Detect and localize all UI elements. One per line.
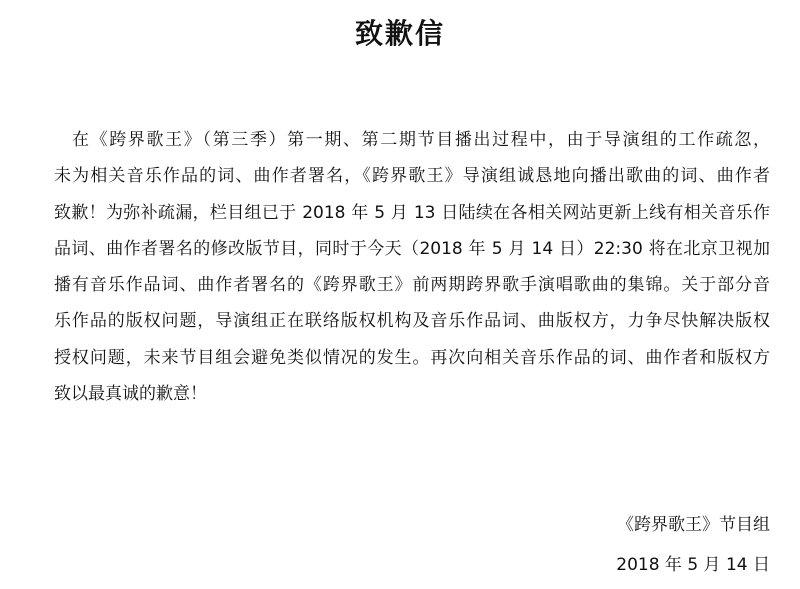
body-line-4: 品词、曲作者署名的修改版节目，同时于今天（2018 年 5 月 14 日）22:30 将在北京卫视加 [54,238,770,259]
letter-body [54,122,770,412]
letter-title: 致歉信 [354,17,445,50]
signature-date: 2018 年 5 月 14 日 [616,555,770,575]
body-line-5: 播有音乐作品词、曲作者署名的《跨界歌王》前两期跨界歌手演唱歌曲的集锦。关于部分音 [54,275,770,296]
body-line-2: 未为相关音乐作品的词、曲作者署名，《跨界歌王》导演组诚恳地向播出歌曲的词、曲作者 [54,166,770,187]
body-line-3: 致歉！为弥补疏漏，栏目组已于 2018 年 5 月 13 日陆续在各相关网站更新上线有相关音乐作 [54,202,770,223]
body-line-1: 在《跨界歌王》（第三季）第一期、第二期节目播出过程中，由于导演组的工作疏忽， [72,130,770,150]
signature-organization: 《跨界歌王》节目组 [617,515,770,535]
body-line-8: 致以最真诚的歉意！ [54,384,207,405]
body-line-6: 乐作品的版权问题，导演组正在联络版权机构及音乐作品词、曲版权方，力争尽快解决版权 [54,311,770,332]
body-line-7: 授权问题，未来节目组会避免类似情况的发生。再次向相关音乐作品的词、曲作者和版权方 [54,347,770,368]
